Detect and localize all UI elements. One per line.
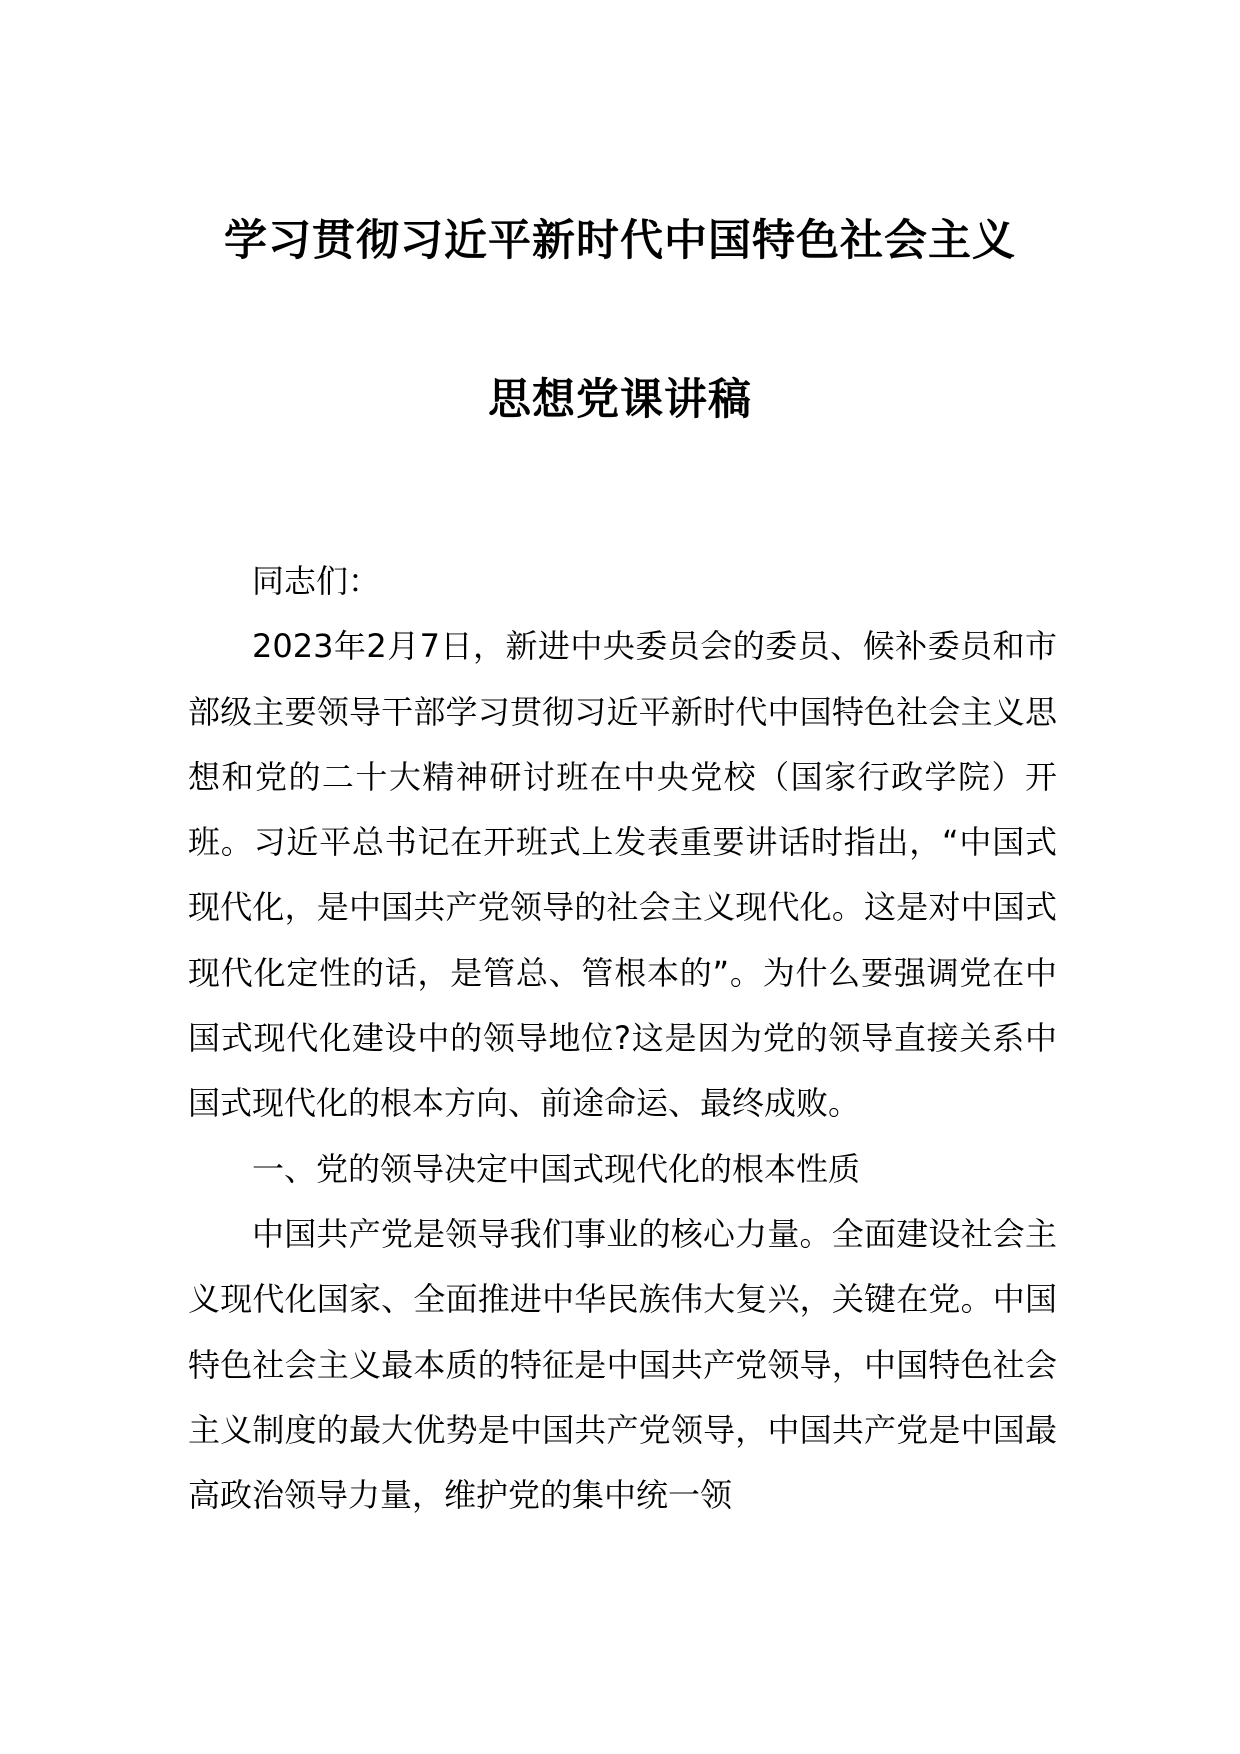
document-title-line-1: 学习贯彻习近平新时代中国特色社会主义 <box>224 216 1016 266</box>
document-title-line-2: 思想党课讲稿 <box>488 375 752 425</box>
salutation-paragraph: 同志们： <box>252 562 381 600</box>
section-1-paragraph: 中国共产党是领导我们事业的核心力量。全面建设社会主义现代化国家、全面推进中华民族伟大复兴，关键在党。中国特色社会主义最本质的特征是中国共产党领导，中国特色社会主义制度的最大优势是中国共产党领导，中国共产党是中国最高政治领导力量，维护党的集中统一领 <box>188 1214 1057 1515</box>
intro-paragraph: 2023年2月7日，新进中央委员会的委员、候补委员和市部级主要领导干部学习贯彻习近平新时代中国特色社会主义思想和党的二十大精神研讨班在中央党校（国家行政学院）开班。习近平总书记在开班式上发表重要讲话时指出，“中国式现代化，是中国共产党领导的社会主义现代化。这是对中国式现代化定性的话，是管总、管根本的”。为什么要强调党在中国式现代化建设中的领导地位?这是因为党的领导直接关系中国式现代化的根本方向、前途命运、最终成败。 <box>188 627 1057 1123</box>
document-body <box>188 549 1057 1528</box>
section-heading-1: 一、党的领导决定中国式现代化的根本性质 <box>252 1149 861 1188</box>
